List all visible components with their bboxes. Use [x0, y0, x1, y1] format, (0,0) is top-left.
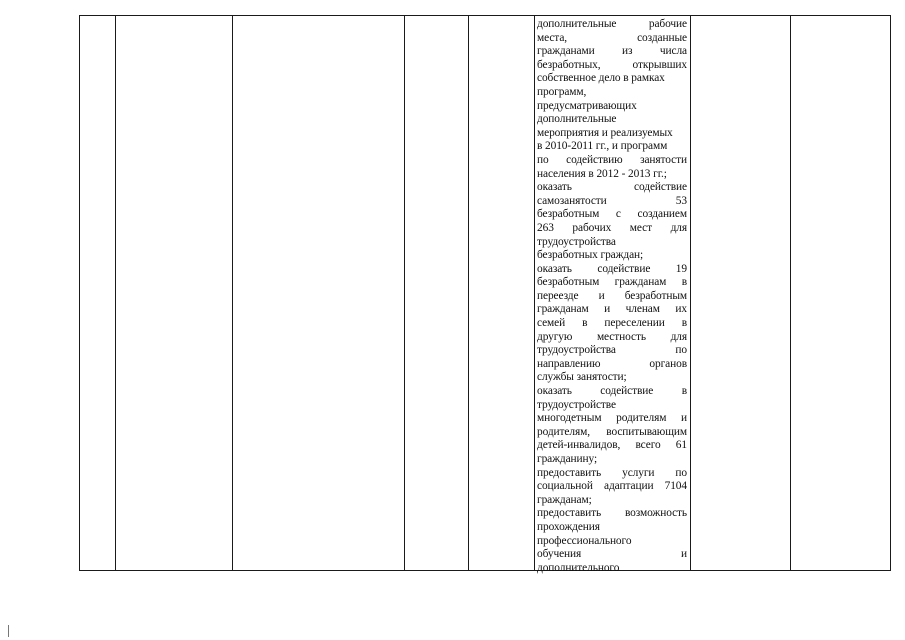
cell-line: безработным с созданием — [537, 208, 687, 221]
cell-line: семей в переселении в — [537, 317, 687, 330]
cell-line: программ, — [537, 85, 587, 98]
cell-line: дополнительного — [537, 561, 620, 574]
column-divider — [404, 16, 405, 570]
document-table — [79, 15, 891, 574]
cell-line: безработных, открывших — [537, 58, 687, 71]
cell-line: предусматривающих — [537, 99, 637, 112]
column-divider — [790, 16, 791, 570]
table-cell-text — [537, 18, 687, 575]
cell-line: места, созданные — [537, 31, 687, 44]
cell-line: населения в 2012 - 2013 гг.; — [537, 167, 667, 180]
cell-line: мероприятия и реализуемых — [537, 126, 673, 139]
cell-line: оказать содействие — [537, 181, 687, 194]
cell-line: гражданам и членам их — [537, 303, 687, 316]
cell-line: гражданам; — [537, 493, 592, 506]
cell-line: переезде и безработным — [537, 289, 687, 302]
cell-line: многодетным родителям и — [537, 412, 687, 425]
cell-line: трудоустройства по — [537, 344, 687, 357]
cell-line: прохождения — [537, 520, 600, 533]
cell-line: профессионального — [537, 534, 632, 547]
cell-line: детей-инвалидов, всего 61 — [537, 439, 687, 452]
cell-line: по содействию занятости — [537, 153, 687, 166]
cell-line: предоставить услуги по — [537, 466, 687, 479]
cell-line: собственное дело в рамках — [537, 72, 665, 85]
cell-line: предоставить возможность — [537, 507, 687, 520]
cell-line: самозанятости 53 — [537, 194, 687, 207]
column-divider — [115, 16, 116, 570]
cell-line: безработных граждан; — [537, 249, 644, 262]
cell-line: трудоустройства — [537, 235, 616, 248]
cell-line: социальной адаптации 7104 — [537, 480, 687, 493]
cell-line: другую местность для — [537, 330, 687, 343]
cell-line: гражданину; — [537, 453, 598, 465]
column-divider — [534, 16, 535, 570]
cell-line: родителям, воспитывающим — [537, 425, 687, 438]
cell-line: 263 рабочих мест для — [537, 221, 687, 234]
cell-line: обучения и — [537, 548, 687, 561]
cell-line: дополнительные рабочие — [537, 18, 687, 30]
column-divider — [232, 16, 233, 570]
cell-line: направлению органов — [537, 357, 687, 370]
cell-line: гражданами из числа — [537, 45, 687, 58]
cell-line: в 2010-2011 гг., и программ — [537, 140, 668, 153]
page-edge-mark — [8, 625, 9, 637]
cell-line: трудоустройстве — [537, 398, 616, 411]
cell-line: оказать содействие в — [537, 385, 687, 398]
cell-line: дополнительные — [537, 113, 617, 126]
column-divider — [468, 16, 469, 570]
column-divider — [690, 16, 691, 570]
cell-line: безработным гражданам в — [537, 276, 687, 289]
cell-line: оказать содействие 19 — [537, 262, 687, 275]
cell-line: службы занятости; — [537, 371, 627, 384]
